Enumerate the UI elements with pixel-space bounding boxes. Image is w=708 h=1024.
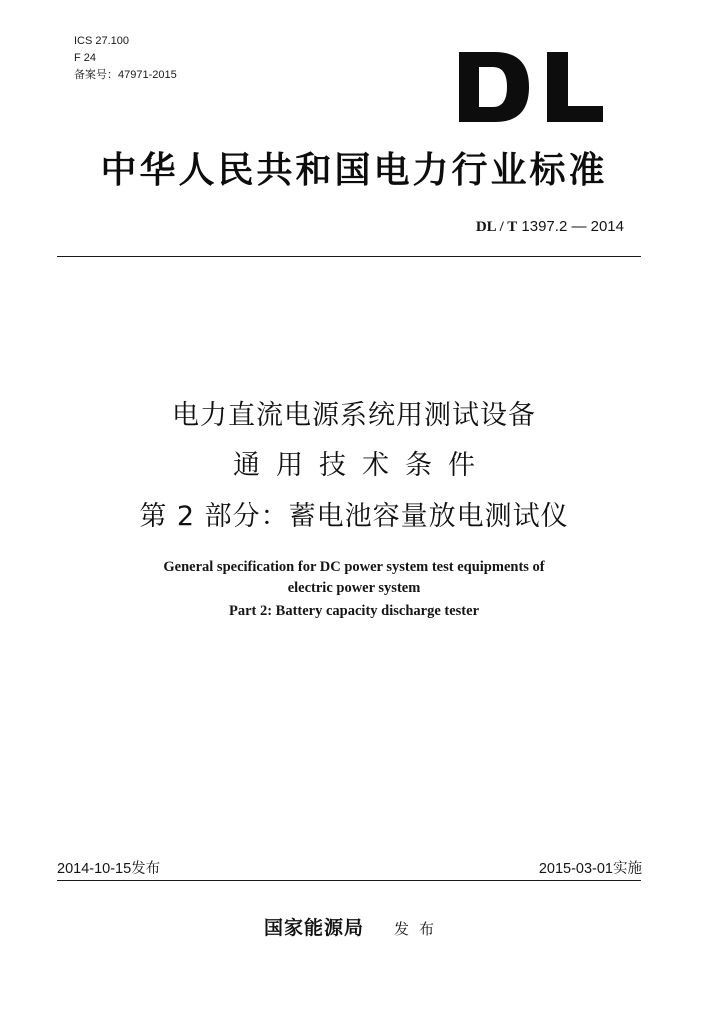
- classification-block: [74, 33, 177, 84]
- issuer-verb: 发布: [394, 920, 445, 938]
- standard-number: [476, 218, 624, 236]
- filing-number: 备案号：47971-2015: [74, 69, 177, 81]
- issue-date: 2014-10-15发布: [57, 861, 161, 877]
- top-divider: [57, 256, 641, 257]
- chinese-title-line-1: 电力直流电源系统用测试设备: [172, 400, 536, 431]
- english-title-line-1: General specification for DC power system test equipments of: [163, 559, 545, 575]
- standard-code: 1397.2 — 2014: [521, 218, 624, 235]
- chinese-title-line-3: 第 2 部分：蓄电池容量放电测试仪: [139, 501, 569, 532]
- dl-logo: [455, 50, 605, 124]
- english-title-line-3: Part 2: Battery capacity discharge tester: [228, 603, 480, 619]
- ics-code: ICS 27.100: [74, 35, 130, 47]
- issuer-line: [0, 913, 708, 940]
- standard-prefix: DL / T: [475, 219, 518, 235]
- english-title-line-2: electric power system: [287, 580, 421, 596]
- ccs-code: F 24: [74, 52, 97, 64]
- effective-date: 2015-03-01实施: [538, 861, 642, 877]
- issuing-industry-title: 中华人民共和国电力行业标准: [100, 149, 608, 191]
- bottom-divider: [57, 880, 641, 881]
- issuer-name: 国家能源局: [263, 917, 364, 939]
- chinese-title-line-2: 通用技术条件: [233, 450, 491, 481]
